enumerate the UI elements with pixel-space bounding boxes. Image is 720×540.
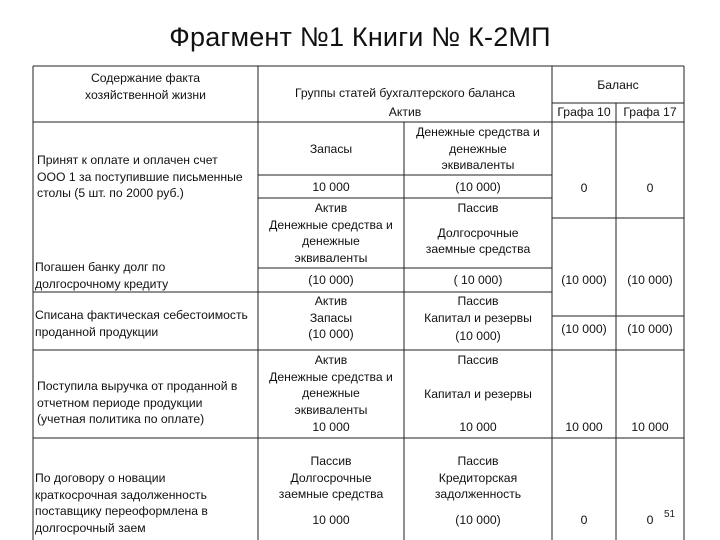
row2-g10: (10 000) [561,273,607,287]
fact-line: краткосрочная задолженность [35,487,207,502]
label-line: эквиваленты [294,402,368,417]
header-graf-17: Графа 17 [623,105,677,119]
row3-col-a-label [258,293,404,343]
header-content-line: хозяйственной жизни [85,87,206,102]
row5-fact [35,470,208,536]
row5-col-b-value: (10 000) [455,513,501,527]
row2-col-a-value: (10 000) [308,273,354,287]
label-line: денежные [302,386,360,400]
label-line: Пассив [457,454,499,468]
label-line: Долгосрочные [437,225,519,240]
header-active: Актив [388,105,422,119]
page-number: 51 [664,509,676,520]
label-line: Кредиторская [438,470,518,485]
label-line: Актив [314,201,348,215]
label-line: Денежные средства и [416,125,540,139]
row4-col-b-label-1: Пассив [457,353,499,367]
label-line: Актив [314,294,348,308]
label-line: эквиваленты [294,250,368,265]
label-line: заемные средства [425,242,531,256]
row2-fact [35,259,168,292]
page-title: Фрагмент №1 Книги № К-2МП [169,22,551,52]
header-graf-10: Графа 10 [557,105,611,119]
row3-g17: (10 000) [627,322,673,336]
row1-g17: 0 [646,181,654,195]
row3-fact [35,307,248,340]
row3-col-b-label [404,293,552,345]
row2-col-b-value: ( 10 000) [453,273,503,287]
label-line: Запасы [309,310,353,325]
label-line: (10 000) [308,327,354,341]
row5-g17: 0 [646,513,654,527]
fact-line: проданной продукции [35,324,159,339]
label-line: эквиваленты [441,158,515,172]
row4-col-b-value: 10 000 [459,420,497,434]
label-line: денежные [449,141,507,156]
row4-g17: 10 000 [631,420,669,434]
row5-g10: 0 [580,513,588,527]
fact-line: поставщику переоформлена в [35,504,208,518]
label-line: Пассив [457,294,499,308]
fact-line: (учетная политика по оплате) [37,412,205,426]
label-line: (10 000) [455,329,501,343]
fact-line: столы (5 шт. по 2000 руб.) [37,186,184,200]
row1-col-b-value: (10 000) [455,180,501,194]
row1-col-b-label [404,124,552,174]
fact-line: долгосрочному кредиту [35,276,169,291]
row4-col-b-label-2: Капитал и резервы [424,387,532,401]
row4-g10: 10 000 [565,420,603,434]
row2-col-b-label [404,200,552,258]
fact-line: Погашен банку долг по [35,260,166,274]
header-balance: Баланс [597,78,639,92]
fact-line: отчетном периоде продукции [37,395,203,410]
row4-col-a-value: 10 000 [312,420,350,434]
fact-line: ООО 1 за поступившие письменные [37,169,243,184]
row3-g10: (10 000) [561,322,607,336]
fact-line: долгосрочный заем [35,520,146,535]
label-line: заемные средства [278,487,384,501]
label-line: Пассив [457,201,499,215]
row1-g10: 0 [580,181,588,195]
label-line: Долгосрочные [290,470,372,485]
header-groups: Группы статей бухгалтерского баланса [294,86,516,100]
row5-col-a-label [258,453,404,503]
label-line: Капитал и резервы [424,310,532,325]
fact-line: Списана фактическая себестоимость [35,308,248,322]
header-content-line: Содержание факта [90,71,201,85]
row1-col-a-value: 10 000 [312,180,350,194]
row5-col-b-label [404,453,552,503]
label-line: денежные [302,234,360,248]
label-line: Актив [314,353,348,367]
row2-col-a-label [258,200,404,266]
row4-col-a-label [258,352,404,418]
fact-line: Поступила выручка от проданной в [37,379,238,393]
row2-g17: (10 000) [627,273,673,287]
row1-col-a-label: Запасы [309,142,353,156]
label-spacer [404,217,552,225]
label-line: Пассив [310,454,352,468]
fact-line: Принят к оплате и оплачен счет [37,153,218,167]
row5-col-a-value: 10 000 [312,513,350,527]
header-content-col [33,70,258,103]
label-line: задолженность [434,487,522,501]
row1-fact [37,152,243,202]
fact-line: По договору о новации [35,471,166,485]
row4-fact [37,378,237,428]
label-line: Денежные средства и [269,217,393,232]
label-line: Денежные средства и [269,369,393,384]
